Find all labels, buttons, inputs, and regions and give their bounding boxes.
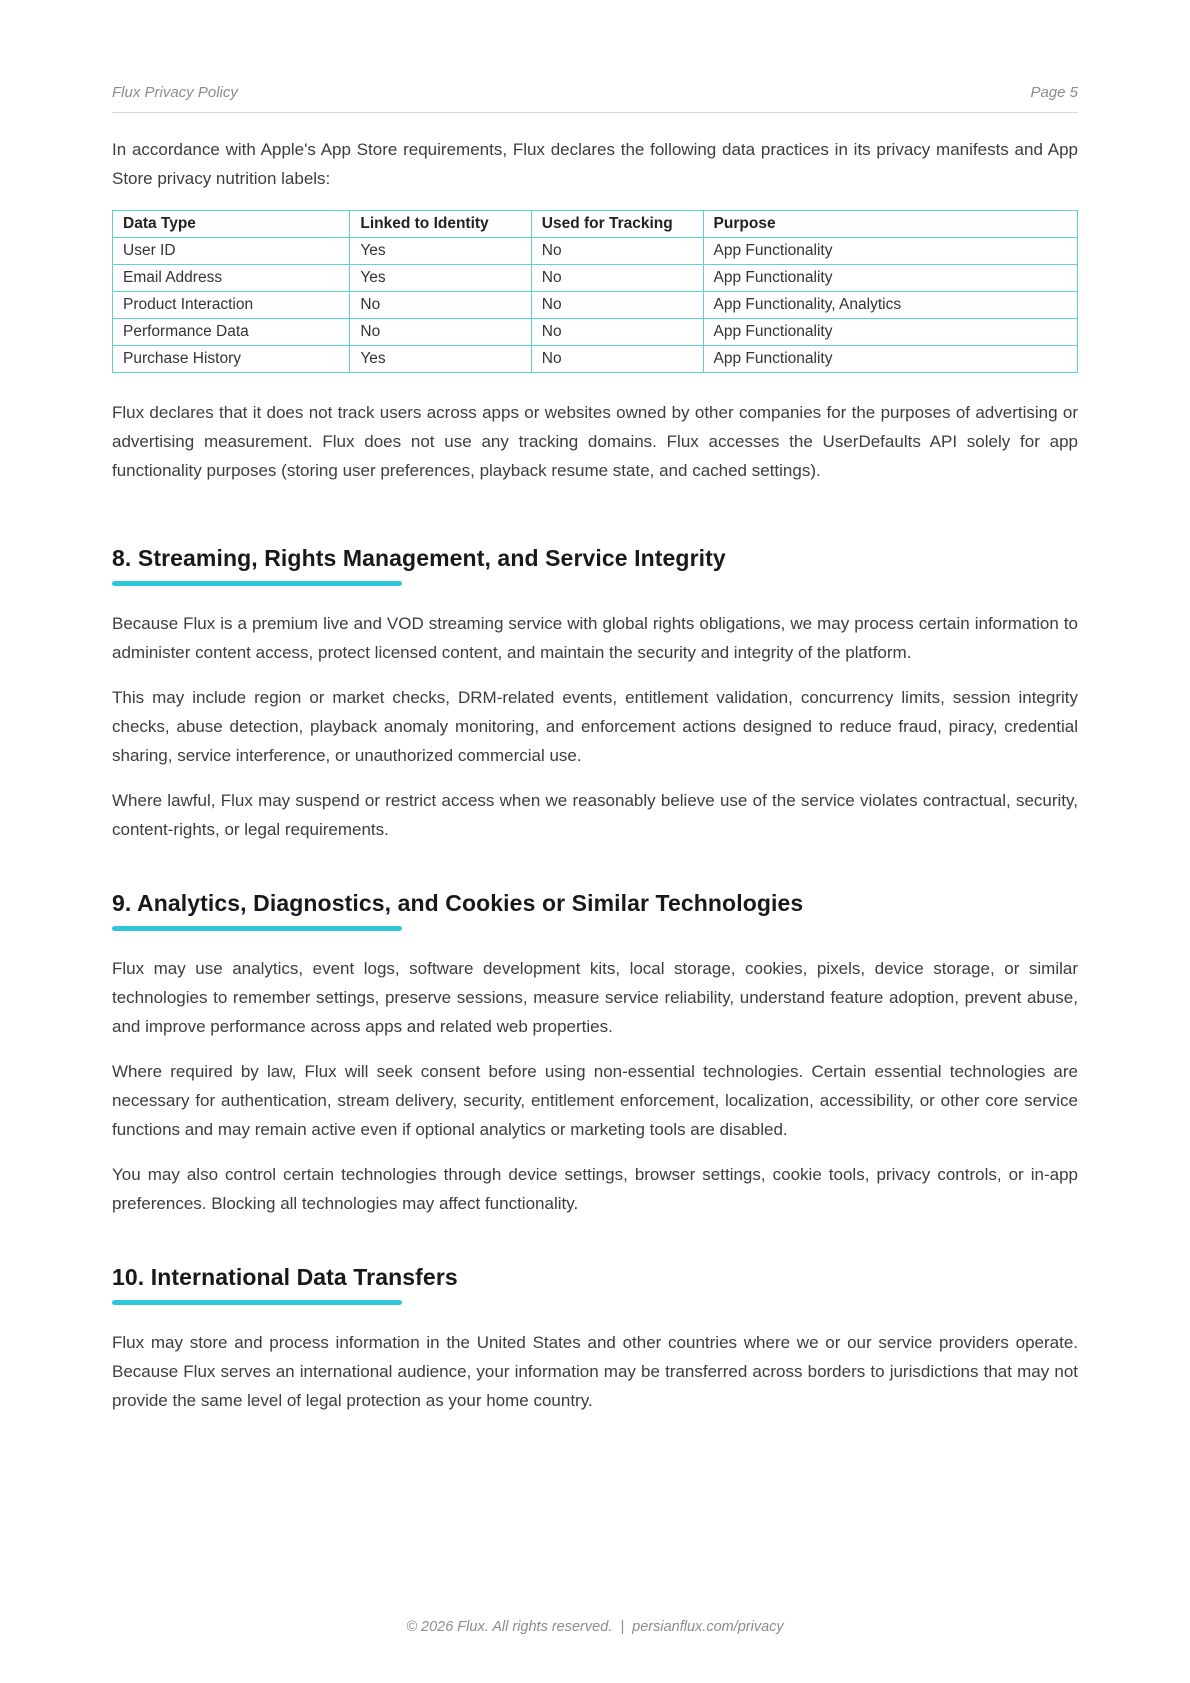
table-cell: Email Address [113, 265, 350, 292]
table-cell: No [531, 346, 703, 373]
table-header-cell: Linked to Identity [350, 211, 531, 238]
page-header [112, 84, 1078, 113]
table-row [113, 346, 1078, 373]
body-paragraph: Flux declares that it does not track users across apps or websites owned by other companies for the purposes of advertising or advertising measurement. Flux does not use any tracking domains. Flux accesses the UserDefaults API solely for app functionality purposes (storing user preferences, playback resume state, and cached settings). [112, 403, 1078, 480]
section-heading-wrap [112, 1264, 1078, 1305]
data-practices-table [112, 210, 1078, 373]
table-row [113, 238, 1078, 265]
table-cell: User ID [113, 238, 350, 265]
table-cell: App Functionality [703, 319, 1077, 346]
table-cell: Yes [350, 265, 531, 292]
document-title: Flux Privacy Policy [112, 84, 238, 101]
page-footer: © 2026 Flux. All rights reserved. | persianflux.com/privacy [406, 1619, 784, 1635]
body-paragraph: You may also control certain technologies through device settings, browser settings, cookie tools, privacy controls, or in-app preferences. Blocking all technologies may affect functionality. [112, 1165, 1078, 1213]
table-cell: Yes [350, 238, 531, 265]
table-cell: Performance Data [113, 319, 350, 346]
table-row [113, 319, 1078, 346]
table-cell: No [350, 319, 531, 346]
table-cell: Product Interaction [113, 292, 350, 319]
table-cell: No [531, 319, 703, 346]
section-international-transfers [112, 1264, 1078, 1415]
section-heading: 8. Streaming, Rights Management, and Service Integrity [112, 545, 726, 571]
section-streaming-rights [112, 545, 1078, 844]
section-heading-wrap [112, 890, 1078, 931]
body-paragraph: This may include region or market checks, DRM-related events, entitlement validation, concurrency limits, session integrity checks, abuse detection, playback anomaly monitoring, and enforcement actions designed to reduce fraud, piracy, credential sharing, service interference, or unauthorized commercial use. [112, 688, 1078, 765]
section-heading-wrap [112, 545, 1078, 586]
table-cell: No [350, 292, 531, 319]
section-analytics-cookies [112, 890, 1078, 1218]
table-cell: No [531, 292, 703, 319]
body-paragraph: Where lawful, Flux may suspend or restrict access when we reasonably believe use of the service violates contractual, security, content-rights, or legal requirements. [112, 791, 1078, 839]
body-paragraph: Where required by law, Flux will seek consent before using non-essential technologies. Certain essential technologies are necessary for authentication, stream delivery, security, entitlement enforcement, localization, accessibility, or other core service functions and may remain active even if optional analytics or marketing tools are disabled. [112, 1062, 1078, 1139]
body-paragraph: Because Flux is a premium live and VOD streaming service with global rights obligations, we may process certain information to administer content access, protect licensed content, and maintain the security and integrity of the platform. [112, 614, 1078, 662]
table-header-cell: Used for Tracking [531, 211, 703, 238]
table-cell: Purchase History [113, 346, 350, 373]
section-heading: 10. International Data Transfers [112, 1264, 458, 1290]
table-cell: App Functionality [703, 265, 1077, 292]
table-cell: App Functionality, Analytics [703, 292, 1077, 319]
table-header-row [113, 211, 1078, 238]
table-cell: App Functionality [703, 238, 1077, 265]
heading-accent-underline [112, 1300, 402, 1305]
table-cell: No [531, 265, 703, 292]
table-row [113, 292, 1078, 319]
intro-paragraph: In accordance with Apple's App Store requirements, Flux declares the following data practices in its privacy manifests and App Store privacy nutrition labels: [112, 140, 1078, 188]
heading-accent-underline [112, 926, 402, 931]
page-number: Page 5 [1030, 84, 1078, 101]
table-header-cell: Data Type [113, 211, 350, 238]
table-cell: App Functionality [703, 346, 1077, 373]
heading-accent-underline [112, 581, 402, 586]
body-paragraph: Flux may use analytics, event logs, software development kits, local storage, cookies, pixels, device storage, or similar technologies to remember settings, preserve sessions, measure service reliability, understand feature adoption, prevent abuse, and improve performance across apps and related web properties. [112, 959, 1078, 1036]
table-cell: No [531, 238, 703, 265]
table-header-cell: Purpose [703, 211, 1077, 238]
body-paragraph: Flux may store and process information in the United States and other countries where we or our service providers operate. Because Flux serves an international audience, your information may be transferred across borders to jurisdictions that may not provide the same level of legal protection as your home country. [112, 1333, 1078, 1410]
table-row [113, 265, 1078, 292]
section-heading: 9. Analytics, Diagnostics, and Cookies or Similar Technologies [112, 890, 804, 916]
table-cell: Yes [350, 346, 531, 373]
